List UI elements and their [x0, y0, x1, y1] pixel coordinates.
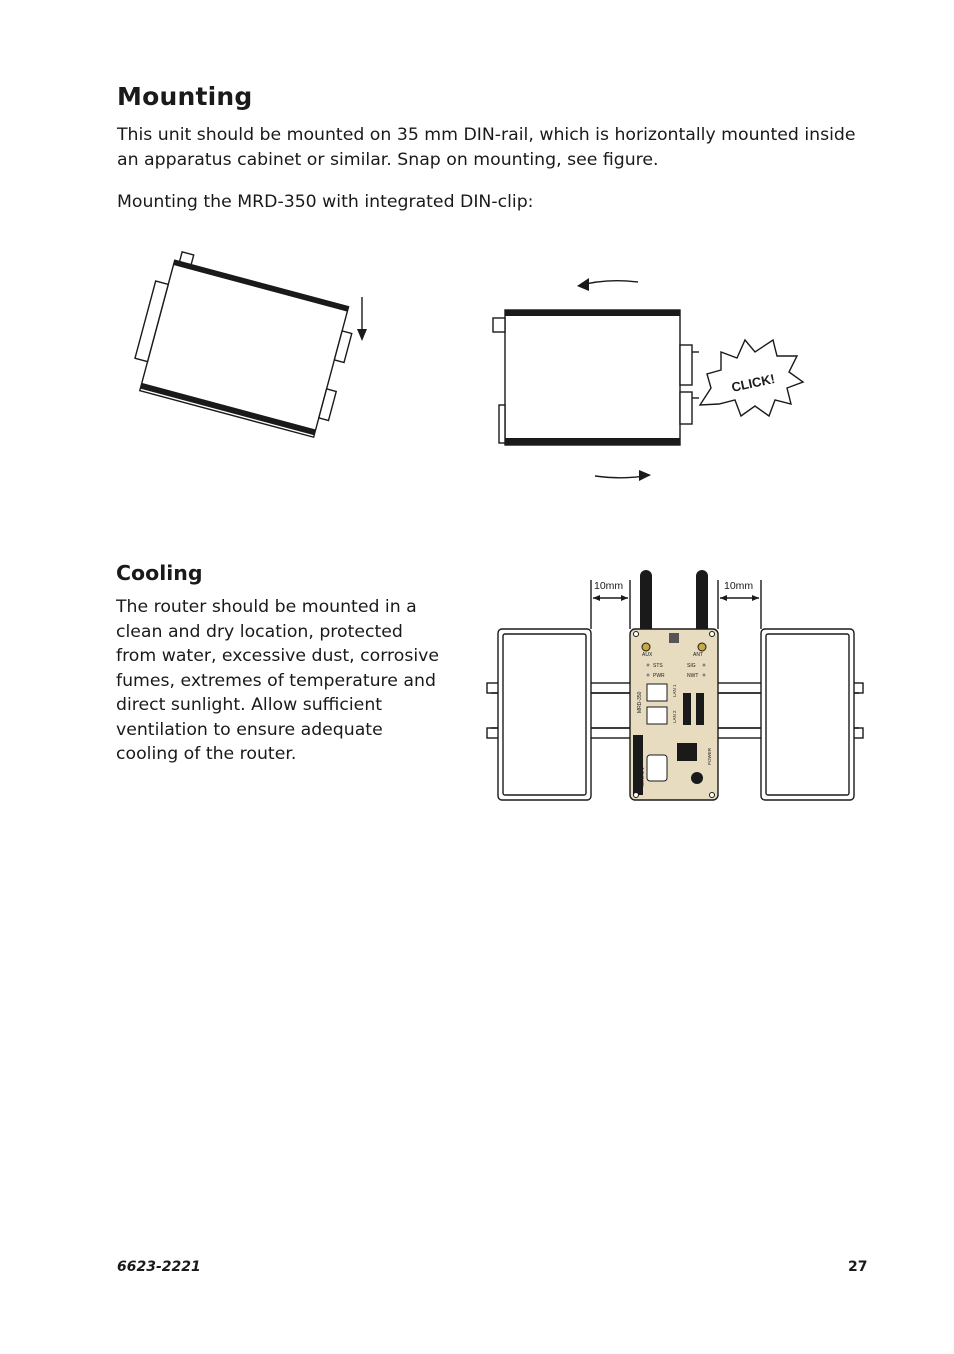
label-aux: AUX: [642, 652, 653, 658]
label-sts: STS: [653, 663, 663, 669]
page-number: 27: [848, 1259, 868, 1275]
tilted-unit-body: [127, 247, 361, 440]
snap-on-figure: [485, 270, 815, 485]
label-ant: ANT: [693, 652, 703, 658]
label-lan2: LAN 2: [672, 710, 677, 723]
unit-body: [505, 310, 680, 445]
cooling-heading: Cooling: [116, 561, 203, 585]
lan1-port: [647, 684, 667, 701]
power-connector: [677, 743, 697, 761]
label-model: MRD-350: [637, 691, 643, 713]
tilted-unit-figure: [130, 245, 380, 455]
label-sig: SIG: [687, 663, 696, 669]
cooling-figure: [485, 565, 870, 805]
label-power: POWER: [707, 747, 712, 765]
serial-port: [647, 755, 667, 781]
ground-screw-icon: [691, 772, 703, 784]
mounting-intro-paragraph: This unit should be mounted on 35 mm DIN-rail, which is horizontally mounted inside an apparatus cabinet or similar. Snap on mounting, see figure.: [117, 125, 856, 170]
down-arrow-icon: [357, 329, 367, 341]
label-nwt: NWT: [687, 673, 699, 679]
left-gap-label: 10mm: [594, 580, 624, 592]
label-lan1: LAN 1: [672, 684, 677, 697]
document-number: 6623-2221: [117, 1259, 201, 1275]
lan2-port: [647, 707, 667, 724]
figure-caption: Mounting the MRD-350 with integrated DIN-clip:: [117, 192, 534, 212]
right-gap-label: 10mm: [724, 580, 754, 592]
cooling-paragraph: The router should be mounted in a clean and dry location, protected from water, excessive dust, corrosive fumes, extremes of temperature and direct sunlight. Allow sufficient ventilation to ensure adequate cooling of the router.: [116, 597, 440, 764]
click-label: CLICK!: [730, 370, 777, 395]
label-pwr: PWR: [653, 673, 665, 679]
label-serial: SERIAL 1: [640, 767, 645, 787]
arrow-right-icon: [639, 470, 651, 481]
mounting-heading: Mounting: [117, 82, 253, 111]
arrow-left-icon: [577, 278, 589, 291]
